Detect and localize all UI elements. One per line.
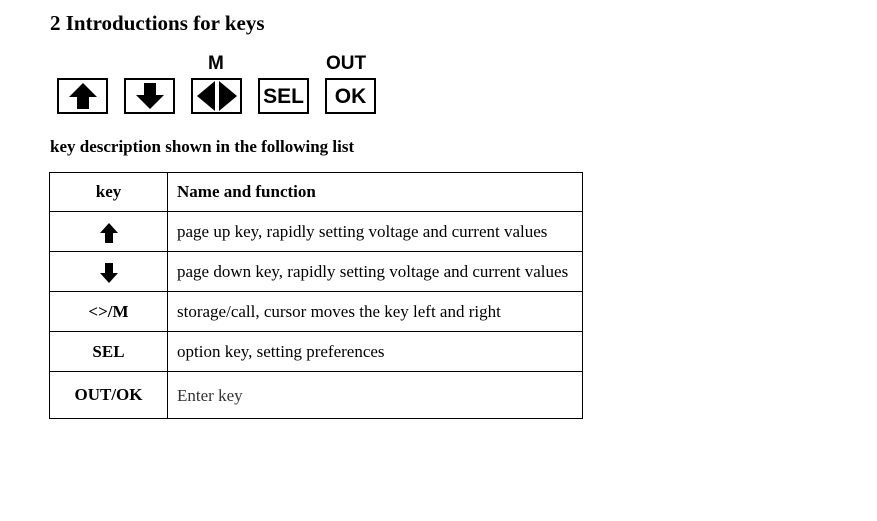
header-key: key — [50, 173, 168, 212]
up-arrow-icon — [68, 81, 98, 111]
left-right-arrow-icon — [195, 80, 239, 112]
sel-key — [258, 78, 309, 114]
ok-key-label: OK — [334, 84, 367, 108]
page-heading: 2 Introductions for keys — [50, 11, 265, 35]
table-header-row — [50, 173, 583, 212]
key-strip — [57, 54, 387, 118]
row-description: page down key, rapidly setting voltage and current values — [168, 252, 583, 292]
row-key-down — [50, 252, 168, 292]
row-description: page up key, rapidly setting voltage and current values — [168, 212, 583, 252]
row-description: option key, setting preferences — [168, 332, 583, 372]
down-arrow-icon — [135, 81, 165, 111]
out-caption: OUT — [326, 53, 367, 74]
row-description: Enter key — [168, 372, 583, 419]
table-row — [50, 292, 583, 332]
ok-key — [325, 78, 376, 114]
row-key-ok: OUT/OK — [50, 372, 168, 419]
left-right-key — [191, 78, 242, 114]
row-description: storage/call, cursor moves the key left and right — [168, 292, 583, 332]
sel-key-label: SEL — [263, 84, 304, 108]
m-caption: M — [208, 53, 224, 74]
table-row — [50, 372, 583, 419]
header-function: Name and function — [168, 173, 583, 212]
up-arrow-icon — [99, 222, 119, 244]
list-intro: key description shown in the following list — [50, 137, 355, 156]
table-row — [50, 252, 583, 292]
row-key-m: <>/M — [50, 292, 168, 332]
row-key-sel: SEL — [50, 332, 168, 372]
up-arrow-key — [57, 78, 108, 114]
row-key-up — [50, 212, 168, 252]
table-row — [50, 212, 583, 252]
table-row — [50, 332, 583, 372]
keys-table — [49, 172, 583, 419]
down-arrow-key — [124, 78, 175, 114]
down-arrow-icon — [99, 262, 119, 284]
